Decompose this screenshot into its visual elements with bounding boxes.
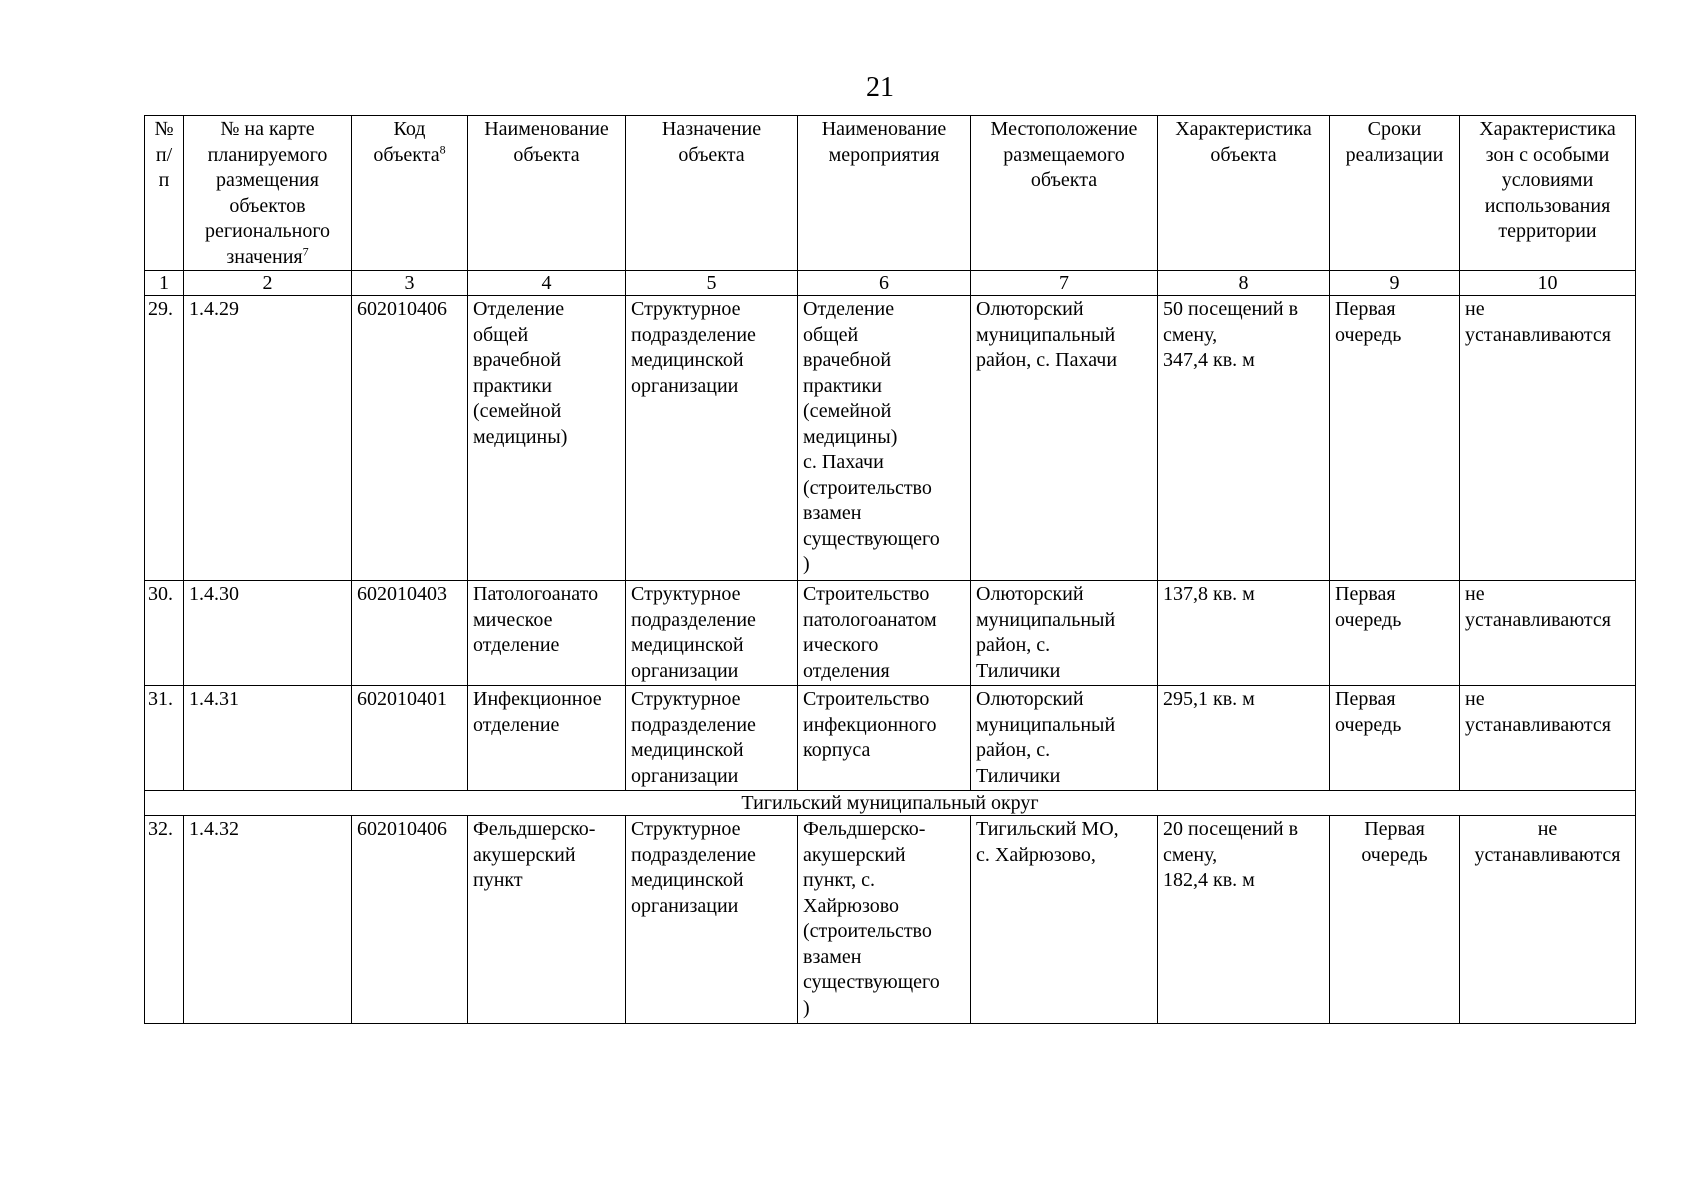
characteristic-cell: 20 посещений в смену, 182,4 кв. м [1158,816,1330,1024]
term-cell: Первая очередь [1330,816,1460,1024]
object-name-cell: Инфекционное отделение [468,686,626,791]
header-object-code-text: Код объекта [373,118,440,166]
header-cell-zones: Характеристика зон с особыми условиями использования территории [1460,116,1636,271]
table-row [145,686,1636,791]
column-number: 5 [626,271,798,296]
row-number: 29. [145,296,184,581]
column-number: 10 [1460,271,1636,296]
event-name-cell: Фельдшерско- акушерский пункт, с. Хайрюзово (строительство взамен существующего ) [798,816,971,1024]
location-cell: Олюторский муниципальный район, с. Тиличики [971,581,1158,686]
object-purpose-cell: Структурное подразделение медицинской организации [626,816,798,1024]
header-cell-number: № п/ п [145,116,184,271]
table-header-row [145,116,1636,271]
characteristic-cell: 295,1 кв. м [1158,686,1330,791]
object-purpose-cell: Структурное подразделение медицинской организации [626,686,798,791]
zones-cell: не устанавливаются [1460,816,1636,1024]
map-number-cell: 1.4.29 [184,296,352,581]
header-cell-characteristic: Характеристика объекта [1158,116,1330,271]
table-row [145,581,1636,686]
location-cell: Олюторский муниципальный район, с. Тиличики [971,686,1158,791]
term-cell: Первая очередь [1330,581,1460,686]
column-number: 8 [1158,271,1330,296]
term-cell: Первая очередь [1330,296,1460,581]
header-cell-map-number [184,116,352,271]
row-number: 31. [145,686,184,791]
event-name-cell: Строительство патологоанатом ического отделения [798,581,971,686]
column-number-row [145,271,1636,296]
zones-cell: не устанавливаются [1460,296,1636,581]
column-number: 3 [352,271,468,296]
map-number-cell: 1.4.30 [184,581,352,686]
object-name-cell: Патологоанато мическое отделение [468,581,626,686]
header-map-number-text: № на карте планируемого размещения объектов регионального значения [204,118,331,268]
header-cell-object-name: Наименование объекта [468,116,626,271]
footnote-ref-8: 8 [439,141,446,156]
table-row [145,296,1636,581]
row-number: 32. [145,816,184,1024]
column-number: 2 [184,271,352,296]
object-name-cell: Фельдшерско- акушерский пункт [468,816,626,1024]
characteristic-cell: 137,8 кв. м [1158,581,1330,686]
header-cell-object-code [352,116,468,271]
column-number: 4 [468,271,626,296]
zones-cell: не устанавливаются [1460,581,1636,686]
location-cell: Олюторский муниципальный район, с. Пахачи [971,296,1158,581]
header-cell-object-purpose: Назначение объекта [626,116,798,271]
header-cell-location: Местоположение размещаемого объекта [971,116,1158,271]
column-number: 6 [798,271,971,296]
header-cell-term: Сроки реализации [1330,116,1460,271]
header-cell-event-name: Наименование мероприятия [798,116,971,271]
column-number: 1 [145,271,184,296]
section-title: Тигильский муниципальный округ [145,791,1636,816]
column-number: 9 [1330,271,1460,296]
section-row [145,791,1636,816]
object-code-cell: 602010403 [352,581,468,686]
object-code-cell: 602010406 [352,816,468,1024]
column-number: 7 [971,271,1158,296]
object-code-cell: 602010401 [352,686,468,791]
zones-cell: не устанавливаются [1460,686,1636,791]
page-number: 21 [866,72,894,103]
table-row [145,816,1636,1024]
object-purpose-cell: Структурное подразделение медицинской организации [626,581,798,686]
map-number-cell: 1.4.32 [184,816,352,1024]
event-name-cell: Строительство инфекционного корпуса [798,686,971,791]
object-name-cell: Отделение общей врачебной практики (семейной медицины) [468,296,626,581]
row-number: 30. [145,581,184,686]
location-cell: Тигильский МО, с. Хайрюзово, [971,816,1158,1024]
term-cell: Первая очередь [1330,686,1460,791]
event-name-cell: Отделение общей врачебной практики (семейной медицины) с. Пахачи (строительство взамен существующего ) [798,296,971,581]
object-code-cell: 602010406 [352,296,468,581]
characteristic-cell: 50 посещений в смену, 347,4 кв. м [1158,296,1330,581]
map-number-cell: 1.4.31 [184,686,352,791]
object-purpose-cell: Структурное подразделение медицинской организации [626,296,798,581]
footnote-ref-7: 7 [302,243,309,258]
planned-objects-table [144,115,1636,1024]
